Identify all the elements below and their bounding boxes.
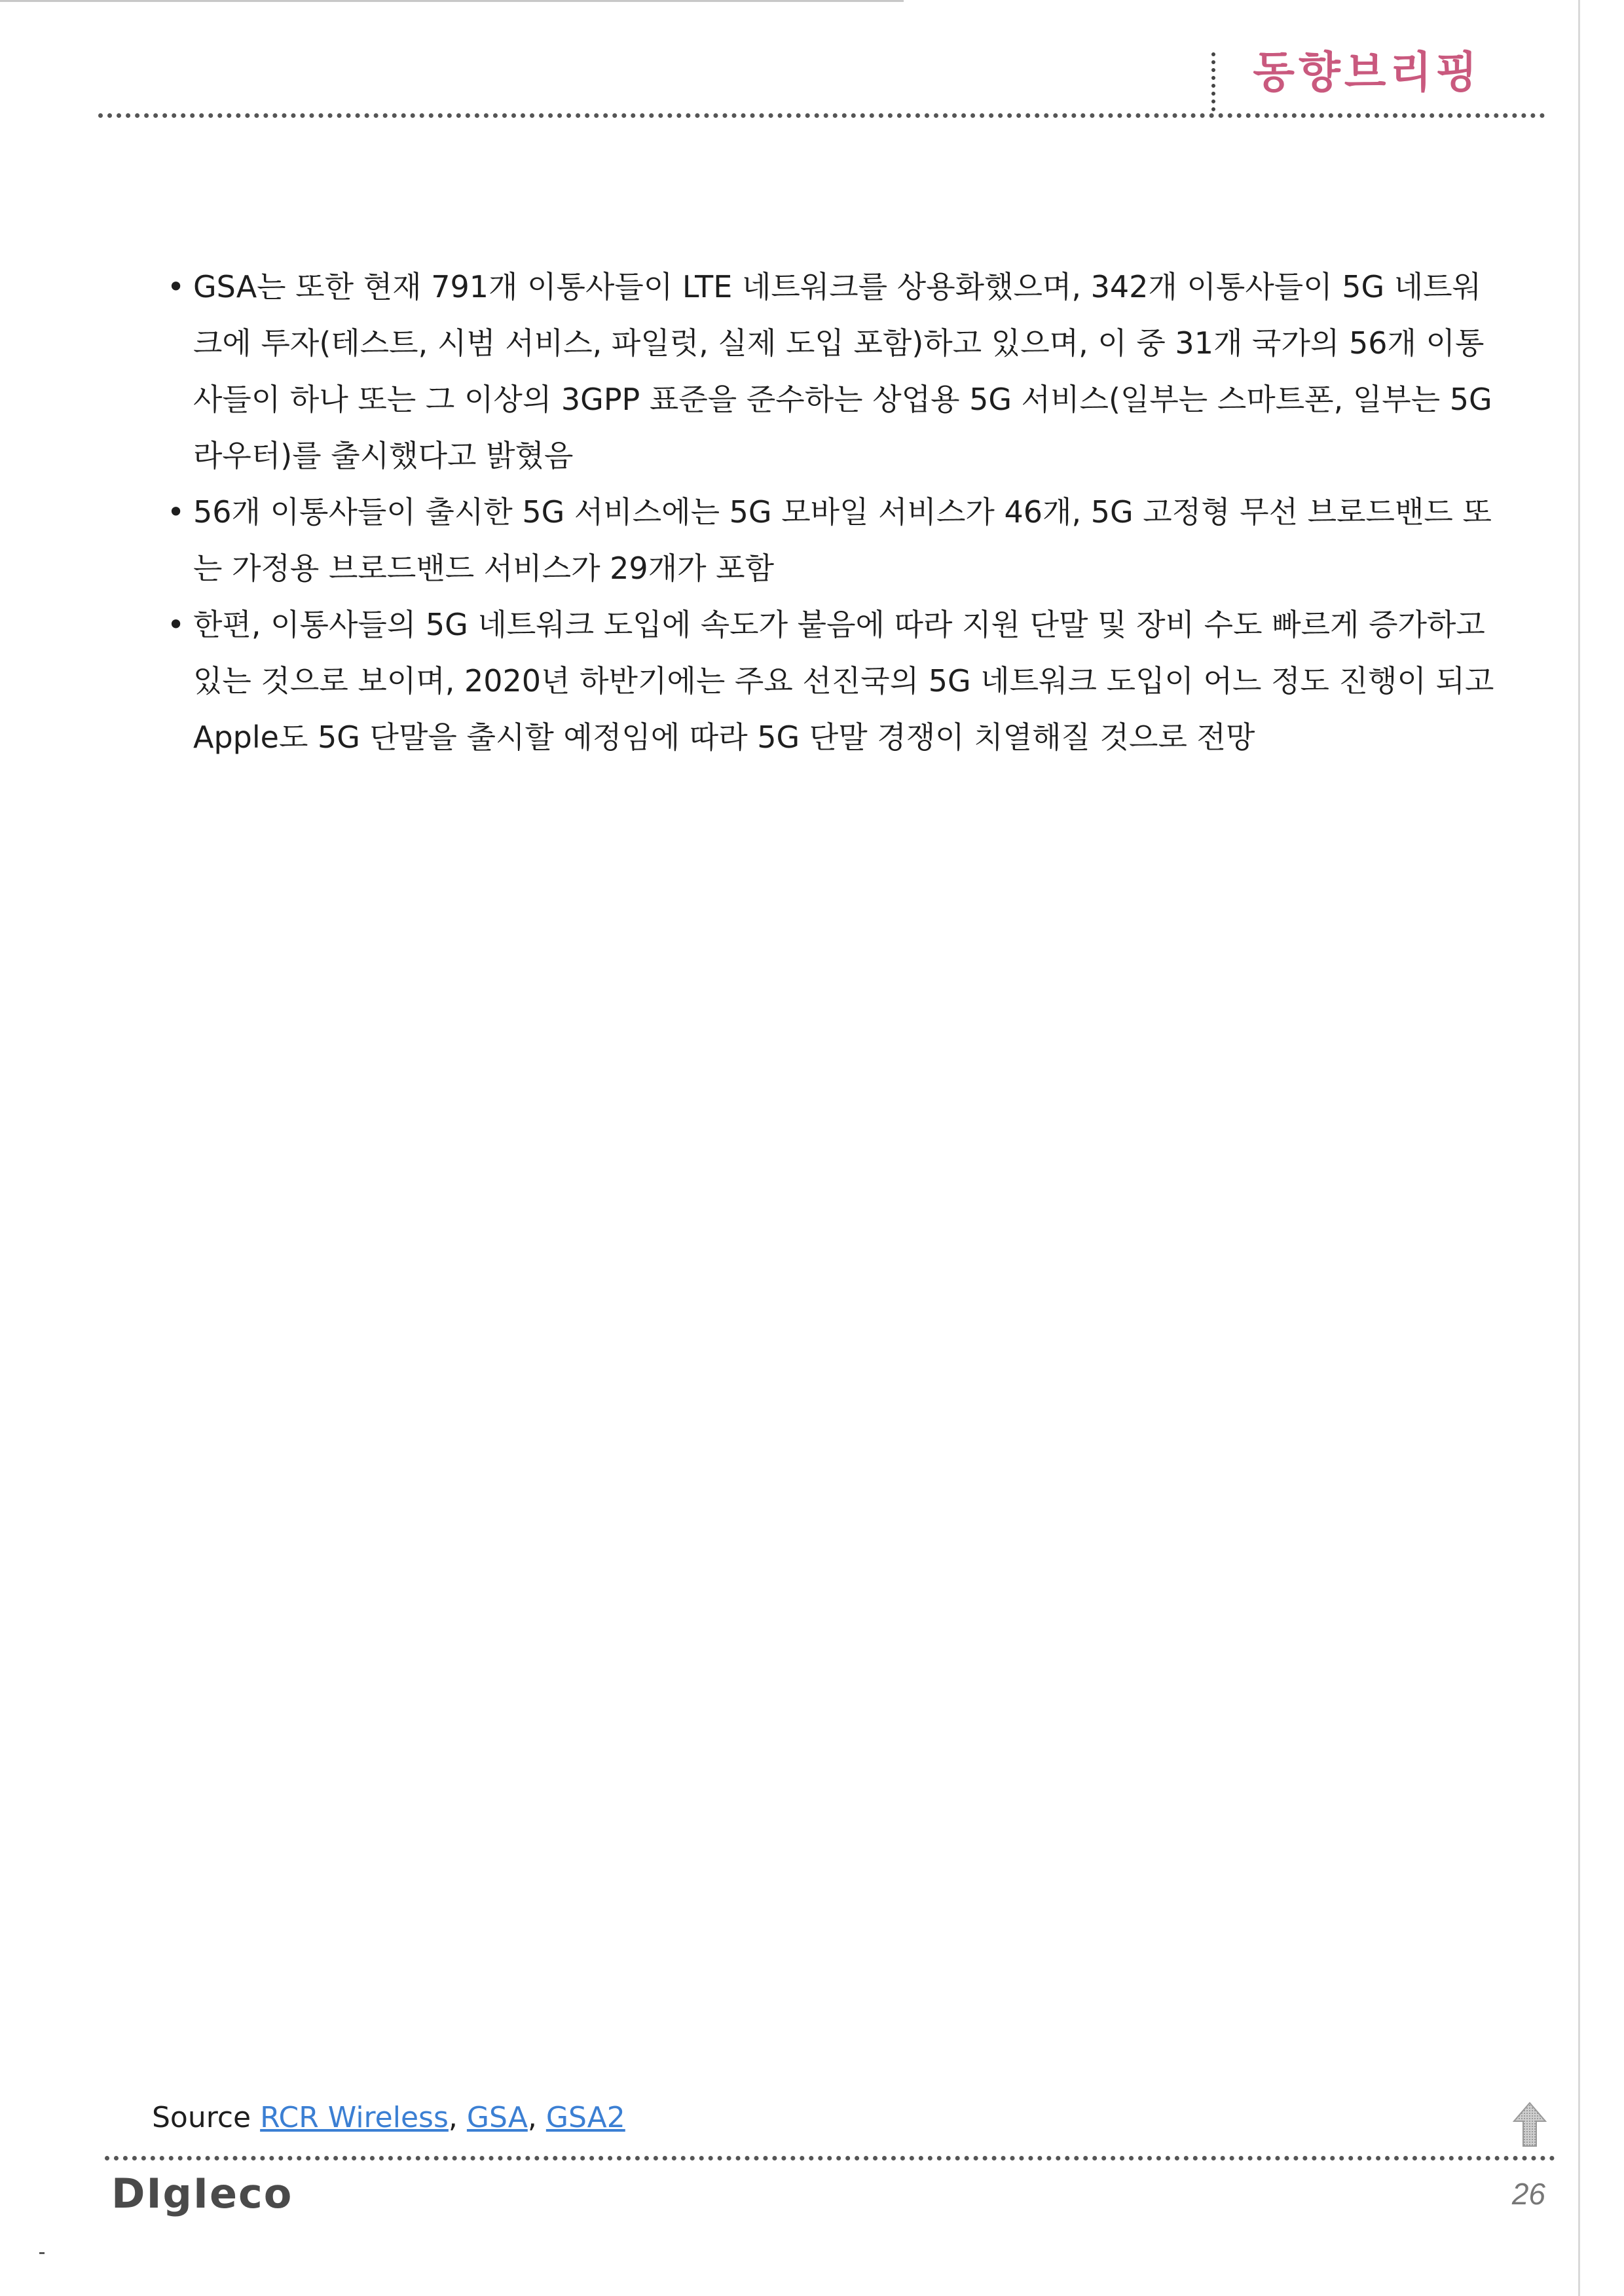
list-item [167,484,1500,596]
page-edge-top [0,0,904,2]
source-separator: , [448,2101,458,2134]
page-edge-right [1578,0,1580,2296]
source-label: Source [152,2101,251,2134]
source-line [152,2098,625,2138]
bullet-text: 한편, 이통사들의 5G 네트워크 도입에 속도가 붙음에 따라 지원 단말 및 장비 수도 빠르게 증가하고 있는 것으로 보이며, 2020년 하반기에는 주요 선진국의 5G 네트워크 도입이 어느 정도 진행이 되고 Apple도 5G 단말을 출시할 예정임에 따라 5G 단말 경쟁이 치열해질 것으로 전망 [193,607,1494,755]
up-arrow-icon[interactable] [1513,2102,1547,2147]
source-link-gsa2[interactable]: GSA2 [545,2101,625,2134]
footer-rule [105,2156,1555,2160]
scan-speck [39,2252,45,2254]
section-title: 동향브리핑 [1253,47,1481,98]
bullet-text: 56개 이통사들이 출시한 5G 서비스에는 5G 모바일 서비스가 46개, 5G 고정형 무선 브로드밴드 또는 가정용 브로드밴드 서비스가 29개가 포함 [193,494,1492,586]
list-item [167,259,1500,484]
page-number: 26 [1511,2177,1545,2211]
digieco-logo: DIgIeco [111,2170,293,2217]
source-link-rcr-wireless[interactable]: RCR Wireless [260,2101,449,2134]
header-divider [1211,52,1215,111]
bullet-marker: • [167,607,185,642]
source-separator: , [527,2101,537,2134]
list-item [167,596,1500,765]
bullet-marker: • [167,269,185,304]
bullet-list [167,259,1500,765]
bullet-text: GSA는 또한 현재 791개 이통사들이 LTE 네트워크를 상용화했으며, 342개 이통사들이 5G 네트워크에 투자(테스트, 시범 서비스, 파일럿, 실제 도입 포함)하고 있으며, 이 중 31개 국가의 56개 이통사들이 하나 또는 그 이상의 3GPP 표준을 준수하는 상업용 5G 서비스(일부는 스마트폰, 일부는 5G 라우터)를 출시했다고 밝혔음 [193,269,1492,473]
source-link-gsa[interactable]: GSA [466,2101,528,2134]
bullet-marker: • [167,494,185,530]
header-rule [98,113,1545,118]
